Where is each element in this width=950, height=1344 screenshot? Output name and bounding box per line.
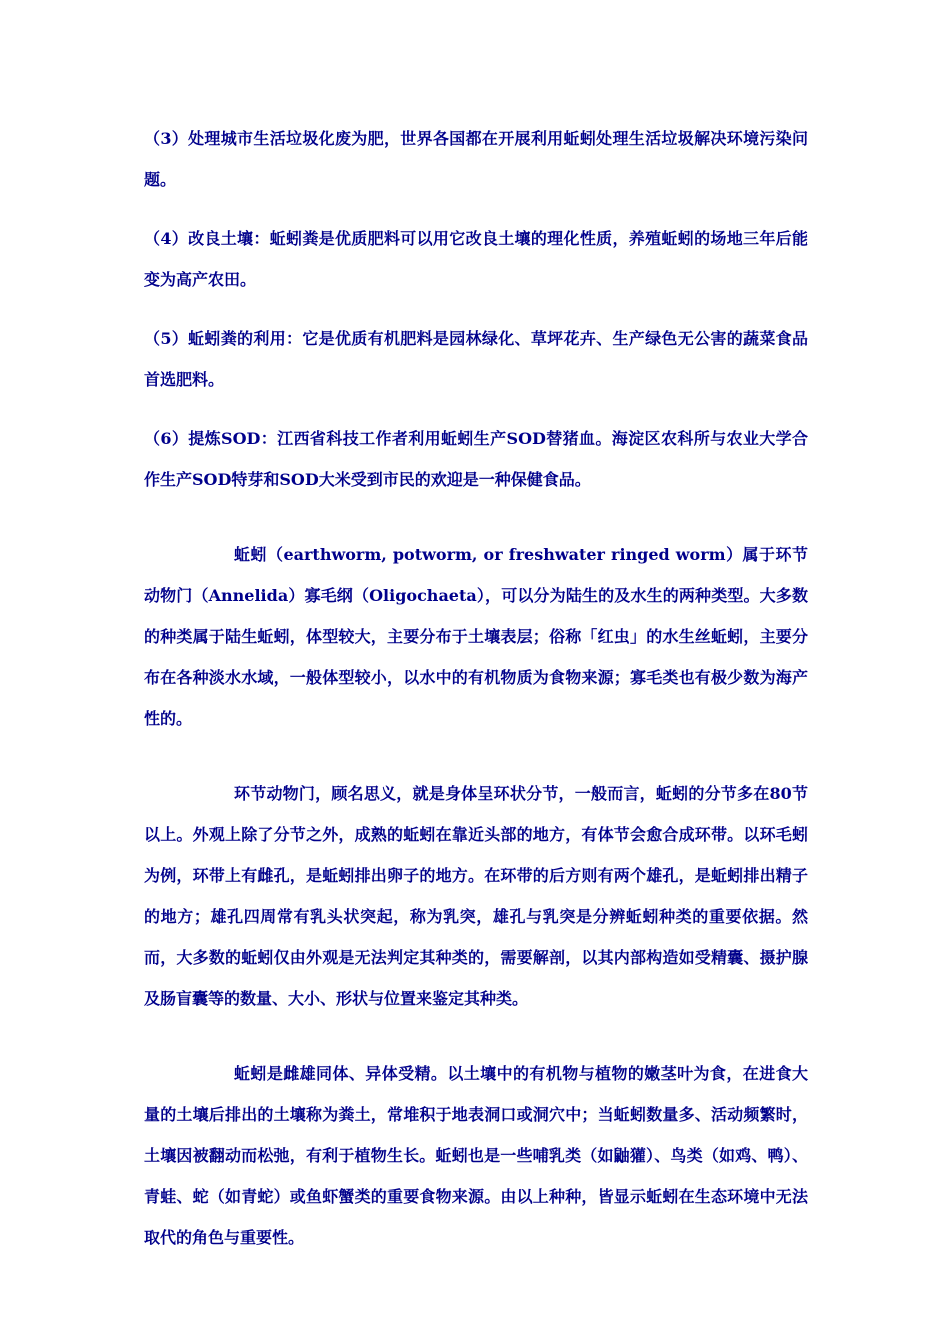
paragraph-item-6: （6）提炼SOD：江西省科技工作者利用蚯蚓生产SOD替猪血。海淀区农科所与农业大学合作生产SOD特芽和SOD大米受到市民的欢迎是一种保健食品。 — [144, 429, 808, 489]
paragraph-annelida-anatomy: 环节动物门，顾名思义，就是身体呈环状分节，一般而言，蚯蚓的分节多在80节以上。外观上除了分节之外，成熟的蚯蚓在靠近头部的地方，有体节会愈合成环带。以环毛蚓为例，环带上有雌孔，是蚯蚓排出卵子的地方。在环带的后方则有两个雄孔，是蚯蚓排出精子的地方；雄孔四周常有乳头状突起，称为乳突，雄孔与乳突是分辨蚯蚓种类的重要依据。然而，大多数的蚯蚓仅由外观是无法判定其种类的，需要解剖，以其内部构造如受精囊、摄护腺及肠盲囊等的数量、大小、形状与位置来鉴定其种类。 — [144, 784, 808, 1008]
paragraph-earthworm-classification: 蚯蚓（earthworm, potworm, or freshwater ringed worm）属于环节动物门（Annelida）寡毛纲（Oligochaeta），可以分为陆生的及水生的两种类型。大多数的种类属于陆生蚯蚓，体型较大，主要分布于土壤表层；俗称「红虫」的水生丝蚯蚓，主要分布在各种淡水水域，一般体型较小，以水中的有机物质为食物来源；寡毛类也有极少数为海产性的。 — [144, 545, 808, 728]
paragraph-earthworm-ecology: 蚯蚓是雌雄同体、异体受精。以土壤中的有机物与植物的嫩茎叶为食，在进食大量的土壤后排出的土壤称为粪土，常堆积于地表洞口或洞穴中；当蚯蚓数量多、活动频繁时，土壤因被翻动而松弛，有利于植物生长。蚯蚓也是一些哺乳类（如鼬獾）、鸟类（如鸡、鸭）、青蛙、蛇（如青蛇）或鱼虾蟹类的重要食物来源。由以上种种，皆显示蚯蚓在生态环境中无法取代的角色与重要性。 — [144, 1064, 808, 1247]
paragraph-item-3: （3）处理城市生活垃圾化废为肥，世界各国都在开展利用蚯蚓处理生活垃圾解决环境污染问题。 — [144, 129, 808, 189]
paragraph-item-5: （5）蚯蚓粪的利用：它是优质有机肥料是园林绿化、草坪花卉、生产绿色无公害的蔬菜食品首选肥料。 — [144, 329, 808, 389]
document-body — [144, 118, 808, 1276]
paragraph-item-4: （4）改良土壤：蚯蚓粪是优质肥料可以用它改良土壤的理化性质，养殖蚯蚓的场地三年后能变为高产农田。 — [144, 229, 808, 289]
